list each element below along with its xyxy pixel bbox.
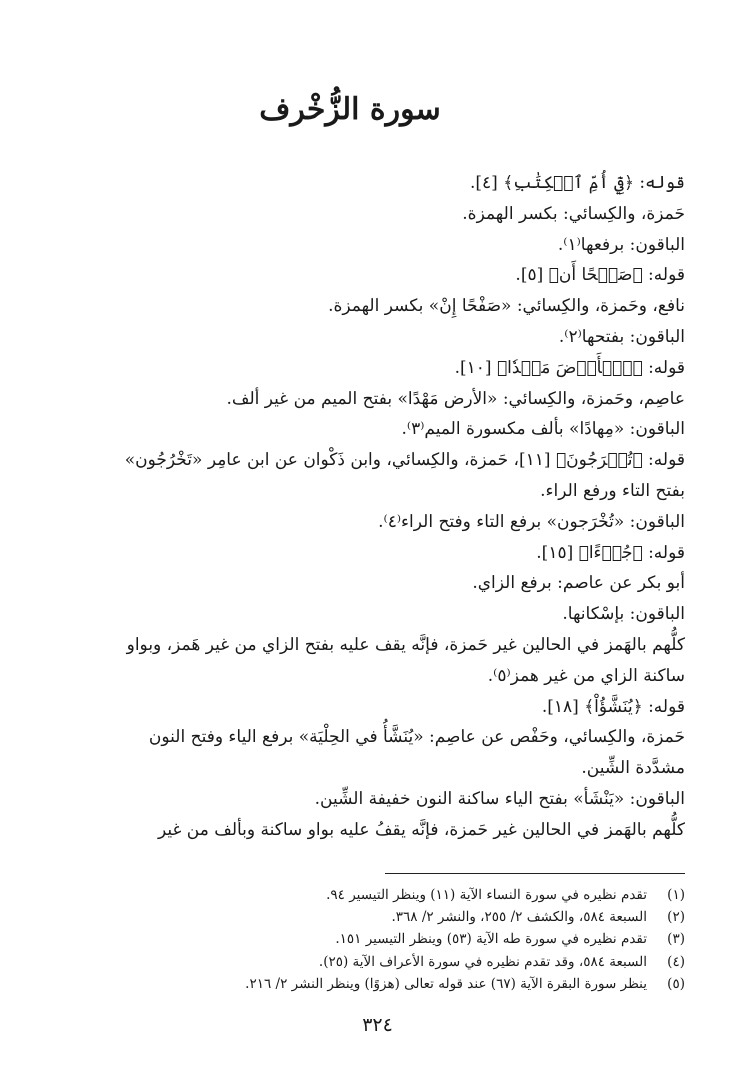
text-line: كلُّهم بالهَمز في الحالين غير حَمزة، فإنَّه يقفُ عليه بواو ساكنة وبألف من غير — [157, 819, 685, 840]
text-line: قوله: ﴿ٱلۡأَرۡضَ مَهۡدٗا﴾ [١٠]. — [454, 357, 685, 378]
main-text — [70, 168, 685, 846]
footnote-number: (٢) — [667, 909, 685, 926]
footnote-divider — [385, 873, 685, 874]
text-line: الباقون: «تُخْرَجون» برفع التاء وفتح الراء⁽٤⁾. — [378, 511, 685, 532]
footnote-number: (٥) — [667, 975, 685, 992]
text-line: بفتح التاء ورفع الراء. — [540, 480, 685, 501]
text-line: مشدَّدة الشِّين. — [581, 758, 685, 779]
footnote-number: (١) — [667, 887, 685, 903]
footnote — [70, 951, 685, 973]
text-line: الباقون: بفتحها⁽٢⁾. — [558, 326, 685, 347]
footnotes — [70, 884, 685, 995]
footnote — [70, 928, 685, 950]
text-line: قوله: ﴿فِيٓ أُمِّ ٱلۡكِتَٰبِ﴾ [٤]. — [469, 173, 685, 193]
text-line: حَمزة، والكِسائي، وحَفْص عن عاصِم: «يُنَشَّأُ في الحِلْيَة» برفع الياء وفتح النون — [148, 727, 685, 748]
footnote-text: السبعة ٥٨٤، وقد تقدم نظيره في سورة الأعراف الآية (٢٥). — [318, 953, 647, 970]
text-line: ساكنة الزاي من غير همز⁽٥⁾. — [487, 665, 685, 686]
footnote-text: السبعة ٥٨٤، والكشف ٢/ ٢٥٥، والنشر ٢/ ٣٦٨. — [391, 909, 647, 926]
page-number: ٣٢٤ — [362, 1014, 393, 1036]
footnote — [70, 884, 685, 906]
text-line: قوله: ﴿يُنَشَّؤُاْ﴾ [١٨]. — [541, 696, 685, 717]
text-line: الباقون: برفعها⁽١⁾. — [557, 234, 685, 255]
footnote-number: (٤) — [667, 953, 685, 970]
text-line: كلُّهم بالهَمز في الحالين غير حَمزة، فإنَّه يقف عليه بفتح الزاي من غير هَمز، وبواو — [126, 634, 685, 655]
footnote-text: تقدم نظيره في سورة النساء الآية (١١) وينظر التيسير ٩٤. — [326, 887, 647, 903]
text-line: نافع، وحَمزة، والكِسائي: «صَفْحًا إِنْ» بكسر الهمزة. — [328, 296, 685, 317]
text-line: حَمزة، والكِسائي: بكسر الهمزة. — [462, 203, 685, 224]
surah-title: سورة الزُّخْرف — [259, 92, 441, 127]
text-line: الباقون: «مِهادًا» بألف مكسورة الميم⁽٣⁾. — [401, 419, 685, 440]
footnote — [70, 973, 685, 995]
text-line: الباقون: بإسْكانها. — [562, 604, 685, 625]
text-line: عاصِم، وحَمزة، والكِسائي: «الأرض مَهْدًا» بفتح الميم من غير ألف. — [226, 388, 685, 409]
text-line: قوله: ﴿صَفۡحًا أَن﴾ [٥]. — [515, 265, 685, 286]
footnote-text: ينظر سورة البقرة الآية (٦٧) عند قوله تعالى (هزوًا) وينظر النشر ٢/ ٢١٦. — [245, 975, 647, 992]
text-line: قوله: ﴿جُزۡءًا﴾ [١٥]. — [536, 542, 685, 563]
footnote-number: (٣) — [667, 931, 685, 948]
text-line: أبو بكر عن عاصم: برفع الزاي. — [472, 573, 685, 594]
text-line: قوله: ﴿تُخۡرَجُونَ﴾ [١١]، حَمزة، والكِسائي، وابن ذَكْوان عن ابن عامِر «تَخْرُجُون» — [124, 450, 685, 471]
text-line: الباقون: «يَنْشَأ» بفتح الياء ساكنة النون خفيفة الشِّين. — [314, 788, 685, 809]
footnote-text: تقدم نظيره في سورة طه الآية (٥٣) وينظر التيسير ١٥١. — [335, 931, 647, 948]
footnote — [70, 906, 685, 928]
